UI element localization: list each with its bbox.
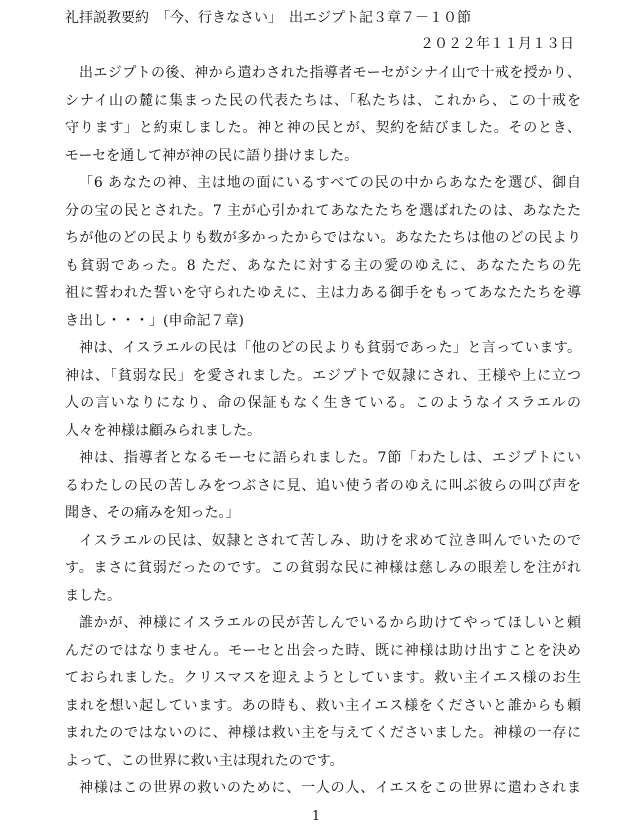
body-line: モーセを通して神が神の民に語り掛けました。 [65,147,359,164]
paragraph [65,445,581,528]
body-line: す。まさに貧弱だったのです。この貧弱な民に神様は慈しみの眼差しを注がれ [65,560,581,576]
body-line: よって、この世界に救い主は現れたのです。 [65,752,344,769]
paragraph [65,335,581,445]
body-line: 祖に誓われた誓いを守られたゆえに、主は力ある御手をもってあなたたちを導 [65,285,581,301]
paragraph [65,528,581,611]
body-line: イスラエルの民は、奴隷とされて苦しみ、助けを求めて泣き叫んでいたので [79,532,581,549]
body-line: 「6 あなたの神、主は地の面にいるすべての民の中からあなたを選び、御自 [79,175,581,191]
body-line: 神は、イスラエルの民は「他のどの民よりも貧弱であった」と言っています。 [79,340,581,356]
body-line: まれたのではないのに、神様は救い主を与えてくださいました。神様の一存に [65,725,581,741]
body-line: 出エジプトの後、神から遣わされた指導者モーセがシナイ山で十戒を授かり、 [79,65,581,81]
body-line: 守ります」と約束しました。神と神の民とが、契約を結びました。そのとき、 [65,120,581,136]
body-line: るわたしの民の苦しみをつぶさに見、追い使う者のゆえに叫ぶ彼らの叫び声を [65,477,581,494]
paragraph [65,610,581,775]
body-line: 誰かが、神様にイスラエルの民が苦しんでいるから助けてやってほしいと頼 [79,615,581,631]
page-number: 1 [311,809,321,824]
body-line: ました。 [65,587,121,604]
body-line: 神は、指導者となるモーセに語られました。7節「わたしは、エジプトにい [79,450,581,466]
document-title: 礼拝説教要約 「今、行きなさい」 出エジプト記３章７－１０節 [65,10,471,26]
paragraph [65,775,581,803]
document-date: ２０２２年１１月１３日 [420,36,574,52]
body-line: まれを想い起しています。あの時も、救い主イエス様をくださいと誰からも頼 [65,697,581,714]
body-line: 分の宝の民とされた。7 主が心引かれてあなたたちを選ばれたのは、あなたた [65,202,581,219]
paragraph [65,60,581,170]
body-line: 人々を神様は顧みられました。 [65,422,261,439]
body-line: き出し・・・」(申命記７章) [65,312,244,329]
document-body [65,60,581,803]
body-line: シナイ山の麓に集まった民の代表たちは、「私たちは、これから、この十戒を [65,92,581,109]
body-line: ておられました。クリスマスを迎えようとしています。救い主イエス様のお生 [65,670,581,686]
body-line: も貧弱であった。8 ただ、あなたに対する主の愛のゆえに、あなたたちの先 [65,257,581,274]
body-line: 人の言いなりになり、命の保証もなく生きている。このようなイスラエルの [65,395,581,411]
paragraph-scripture-quote [65,170,581,335]
body-line: 神様はこの世界の救いのために、一人の人、イエスをこの世界に遣わされま [79,780,581,796]
body-line: んだのではなりません。モーセと出会った時、既に神様は助け出すことを決め [65,642,581,659]
body-line: 神は、「貧弱な民」を愛されました。エジプトで奴隷にされ、王様や上に立つ [65,367,581,384]
body-line: ちが他のどの民よりも数が多かったからではない。あなたたちは他のどの民より [65,230,581,246]
body-line: 聞き、その痛みを知った。」 [65,505,240,521]
